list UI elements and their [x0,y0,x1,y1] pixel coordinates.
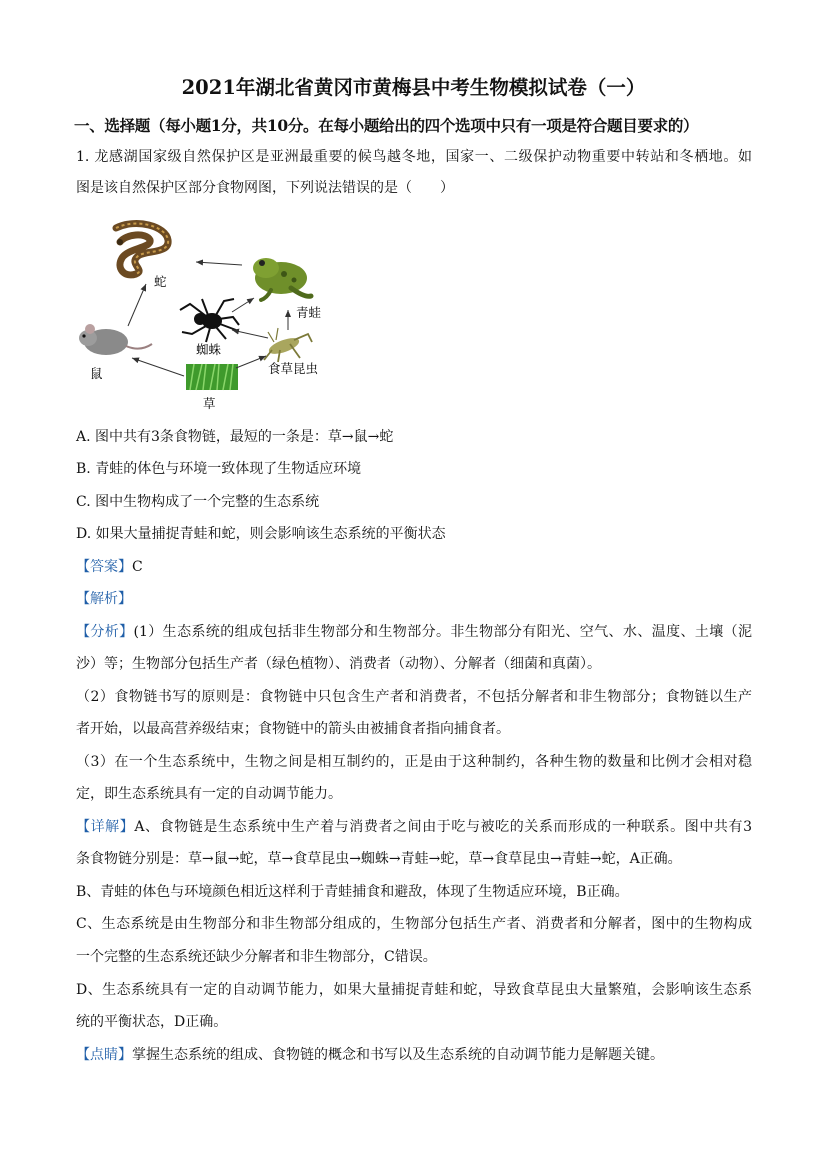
label-snake: 蛇 [154,274,167,289]
spider-image [180,299,239,342]
label-insect: 食草昆虫 [268,361,319,376]
analysis-line: （2）食物链书写的原则是：食物链中只包含生产者和消费者，不包括分解者和非生物部分；食物链以生产 [76,689,752,705]
arrow-insect-to-spider [232,330,268,338]
frog-image [253,258,311,300]
arrow-grass-to-insect [236,356,266,368]
analysis-line: 【详解】A、食物链是生态系统中生产着与消费者之间由于吃与被吃的关系而形成的一种联系。图中共有3 [76,819,753,835]
analysis-line: 【分析】(1）生态系统的组成包括非生物部分和生物部分。非生物部分有阳光、空气、水、温度、土壤（泥 [76,624,753,640]
analysis-line: 统的平衡状态，D正确。 [76,1014,228,1030]
analysis-line: 条食物链分别是：草→鼠→蛇，草→食草昆虫→蜘蛛→青蛙→蛇，草→食草昆虫→青蛙→蛇，A正确。 [76,851,682,867]
question-stem-line-2: 图是该自然保护区部分食物网图，下列说法错误的是（ ） [76,180,454,196]
snake-image [116,224,168,275]
insect-image [264,328,312,362]
analysis-line: 定，即生态系统具有一定的自动调节能力。 [76,786,342,802]
analysis-line: 一个完整的生态系统还缺少分解者和非生物部分，C错误。 [76,949,437,965]
label-grass: 草 [203,396,216,411]
arrow-spider-to-frog [232,298,254,312]
analysis-line: （3）在一个生态系统中，生物之间是相互制约的，正是由于这种制约，各种生物的数量和比例才会相对稳 [76,754,752,770]
page-title: 2021年湖北省黄冈市黄梅县中考生物模拟试卷（一） [181,76,646,99]
question-stem-line-1: 1. 龙感湖国家级自然保护区是亚洲最重要的候鸟越冬地，国家一、二级保护动物重要中转站和冬栖地。如 [76,149,752,165]
section-tag: 【点睛】 [76,1047,132,1063]
analysis-line: C、生态系统是由生物部分和非生物部分组成的，生物部分包括生产者、消费者和分解者，图中的生物构成 [76,916,752,932]
option-d: D. 如果大量捕捉青蛙和蛇，则会影响该生态系统的平衡状态 [76,526,446,542]
option-b: B. 青蛙的体色与环境一致体现了生物适应环境 [76,461,362,477]
label-mouse: 鼠 [90,366,103,381]
option-c: C. 图中生物构成了一个完整的生态系统 [76,494,320,510]
option-a: A. 图中共有3条食物链，最短的一条是：草→鼠→蛇 [76,429,394,445]
arrow-grass-to-mouse [132,358,184,376]
analysis-line: 【点睛】掌握生态系统的组成、食物链的概念和书写以及生态系统的自动调节能力是解题关键。 [76,1047,664,1063]
arrow-mouse-to-snake [128,284,146,326]
section-tag: 【分析】 [76,624,134,640]
analysis-line: D、生态系统具有一定的自动调节能力，如果大量捕捉青蛙和蛇，导致食草昆虫大量繁殖，会影响该生态系 [76,982,752,998]
mouse-image [79,324,152,355]
food-web-diagram [76,218,346,414]
analysis-line: B、青蛙的体色与环境颜色相近这样利于青蛙捕食和避敌，体现了生物适应环境，B正确。 [76,884,629,900]
section-heading: 一、选择题（每小题1分，共10分。在每小题给出的四个选项中只有一项是符合题目要求的） [74,116,699,135]
answer-line [76,557,143,577]
section-tag: 【详解】 [76,819,135,835]
arrow-frog-to-snake [196,262,242,265]
label-spider: 蜘蛛 [196,342,222,357]
grass-image [186,364,238,390]
analysis-tag: 【解析】 [76,591,132,607]
analysis-line: 者开始，以最高营养级结束；食物链中的箭头由被捕食者指向捕食者。 [76,721,510,737]
label-frog: 青蛙 [296,305,322,320]
answer-tag: 【答案】 [76,559,132,575]
analysis-line: 沙）等；生物部分包括生产者（绿色植物）、消费者（动物）、分解者（细菌和真菌）。 [76,656,601,672]
answer-value: C [132,559,143,575]
